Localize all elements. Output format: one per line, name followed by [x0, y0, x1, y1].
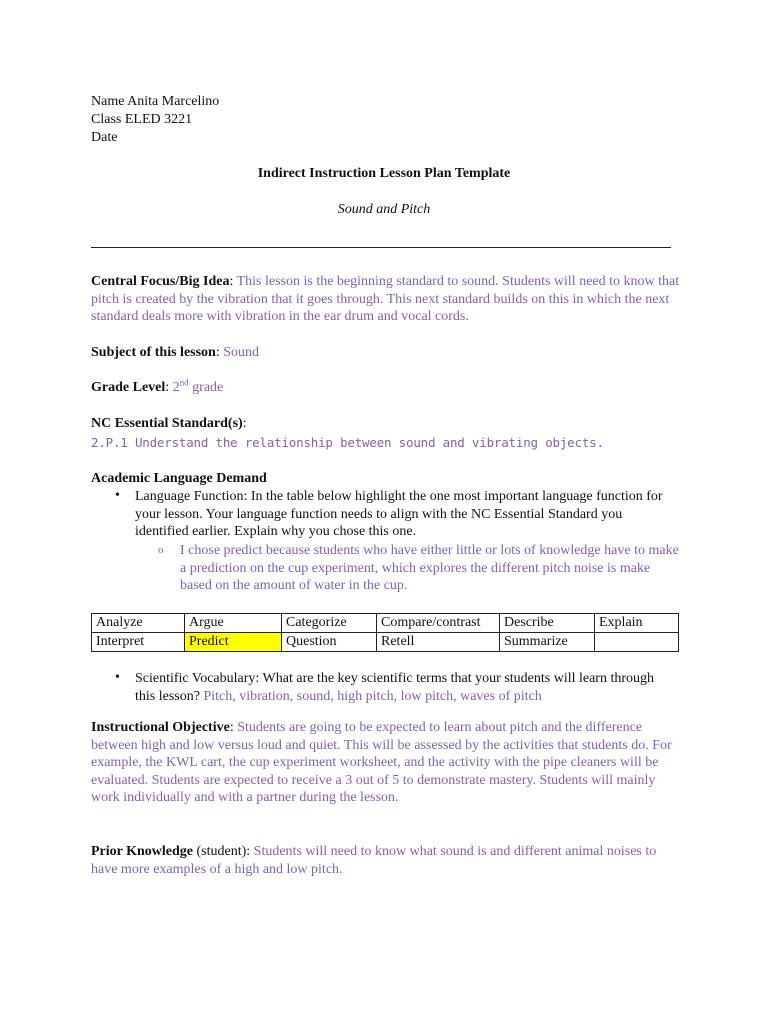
- grade-suffix: nd: [179, 377, 189, 388]
- standards-colon: :: [242, 416, 247, 431]
- table-cell: [595, 633, 679, 652]
- table-cell: Analyze: [92, 614, 185, 633]
- prior-knowledge-text: Students will need to know what sound is and different animal noises to have more examples of a high and low pitch.: [91, 844, 657, 877]
- prior-knowledge-qualifier: (student):: [193, 844, 254, 859]
- bullet-icon: •: [115, 488, 120, 503]
- central-focus-text: This lesson is the beginning standard to sound. Students will need to know that pitch is created by the vibration that it goes through. This next standard builds on this in which the next standard deals more with vibration in the ear drum and vocal cords.: [91, 274, 680, 325]
- table-row: [92, 633, 679, 652]
- highlighted-cell: Predict: [185, 633, 282, 652]
- predict-explanation: I chose predict because students who have either little or lots of knowledge have to make a prediction on the cup experiment, which explores the different pitch noise is make based on the amount of water in the cup.: [180, 543, 679, 594]
- grade-value: [172, 377, 224, 395]
- academic-language-label: Academic Language Demand: [91, 471, 267, 486]
- central-focus-colon: :: [229, 274, 234, 289]
- document-subtitle: Sound and Pitch: [337, 202, 431, 217]
- grade-colon: :: [165, 380, 173, 395]
- objective-section: [91, 719, 681, 807]
- subject-section: [91, 344, 259, 362]
- table-row: [92, 614, 679, 633]
- table-cell: Categorize: [282, 614, 377, 633]
- grade-number: 2: [172, 380, 180, 395]
- subject-label: Subject of this lesson: [91, 345, 216, 360]
- table-cell: Compare/contrast: [377, 614, 500, 633]
- table-cell: Retell: [377, 633, 500, 652]
- table-cell: Argue: [185, 614, 282, 633]
- vocabulary-prompt: Scientific Vocabulary: What are the key scientific terms that your students will learn through this lesson?: [135, 671, 655, 704]
- language-function-text: Language Function: In the table below highlight the one most important language function for your lesson. Your language function needs to align with the NC Essential Standard you identified earlier. Explain why you chose this one.: [135, 489, 663, 540]
- sub-bullet-icon: o: [158, 544, 164, 556]
- objective-colon: :: [229, 720, 238, 735]
- subject-value: Sound: [223, 345, 260, 360]
- vocabulary-section: [135, 670, 665, 705]
- table-cell: Interpret: [92, 633, 185, 652]
- vocabulary-answer: Pitch, vibration, sound, high pitch, low pitch, waves of pitch: [203, 688, 542, 704]
- central-focus-section: [91, 273, 681, 326]
- class-line: Class ELED 3221: [91, 112, 193, 127]
- table-cell: Describe: [500, 614, 595, 633]
- table-cell: Summarize: [500, 633, 595, 652]
- grade-rest: grade: [188, 380, 224, 395]
- standards-heading: [91, 415, 247, 433]
- central-focus-label: Central Focus/Big Idea: [91, 274, 230, 289]
- grade-section: [91, 379, 223, 397]
- bullet-icon: •: [115, 670, 120, 685]
- document-title: Indirect Instruction Lesson Plan Template: [257, 166, 511, 181]
- horizontal-rule: [91, 247, 671, 248]
- table-cell: Explain: [595, 614, 679, 633]
- table-cell: Question: [282, 633, 377, 652]
- prior-knowledge-section: [91, 843, 681, 878]
- grade-label: Grade Level: [91, 380, 166, 395]
- standards-label: NC Essential Standard(s): [91, 416, 243, 431]
- subject-colon: :: [215, 345, 224, 360]
- prior-knowledge-label: Prior Knowledge: [91, 844, 194, 859]
- objective-label: Instructional Objective: [91, 720, 230, 735]
- name-line: Name Anita Marcelino: [91, 94, 220, 109]
- date-line: Date: [91, 130, 118, 145]
- objective-text: Students are going to be expected to learn about pitch and the difference between high and low versus loud and quiet. This will be assessed by the activities that students do. For example, the KWL cart, the cup experiment worksheet, and the activity with the pipe cleaners will be evaluated. Students are expected to receive a 3 out of 5 to demonstrate mastery. Students will mainly work individually and with a partner during the lesson.: [91, 720, 672, 806]
- standards-text: 2.P.1 Understand the relationship between sound and vibrating objects.: [91, 435, 604, 450]
- language-function-table: [91, 613, 679, 652]
